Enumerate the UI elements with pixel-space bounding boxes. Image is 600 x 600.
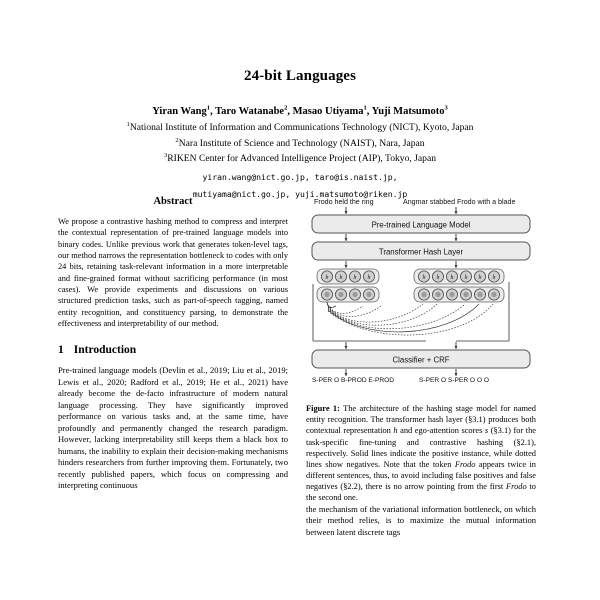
figure-output-tags-left: S-PER O B-PROD E-PROD	[312, 377, 395, 384]
affiliation-0	[0, 121, 600, 135]
figure-1-diagram	[306, 196, 536, 396]
figure-box-thl-label: Transformer Hash Layer	[378, 247, 464, 257]
svg-text:h: h	[478, 275, 482, 281]
right-column-continuation: the mechanism of the variational information bottleneck, on which their method relies, is to maximize the mutual information between latent discrete tags	[306, 503, 536, 537]
svg-text:h: h	[367, 275, 371, 281]
svg-text:h: h	[325, 275, 329, 281]
abstract-heading: Abstract	[153, 196, 193, 207]
affiliation-1	[0, 137, 600, 151]
svg-text:h: h	[450, 275, 454, 281]
svg-text:h: h	[353, 275, 357, 281]
introduction-paragraph-1: Pre-trained language models (Devlin et al., 2019; Liu et al., 2019; Lewis et al., 2020; Radford et al., 2019; He et al., 2021) have already become the de-facto infrastructure of modern natural language processing. They have significantly improved performance on various tasks and, at the same time, have profoundly and permanently changed the research paradigm. However, lacking interpretability still keeps them a black box to humans, the inability to explain their decision-making mechanisms hinders researchers from further improving them. Fortunately, two recently published papers, which focus on compressing and interpreting continuous	[58, 365, 288, 491]
figure-1	[306, 196, 536, 396]
author-3-sup: 3	[444, 104, 448, 112]
author-list: Yiran Wang$^1$, Taro Watanabe$^2$, Masao Utiyama$^1$, Yuji Matsumoto$^3$	[152, 104, 448, 117]
author-1-sup: 2	[284, 104, 288, 112]
figure-box-plm-label: Pre-trained Language Model	[371, 220, 471, 230]
email-line-1: mutiyama@nict.go.jp, yuji.matsumoto@riken.jp	[192, 189, 408, 200]
svg-text:h: h	[339, 275, 343, 281]
affiliation-1-text: Nara Institute of Science and Technology (NAIST), Nara, Japan	[178, 137, 425, 149]
affiliation-2-text: RIKEN Center for Advanced Intelligence Project (AIP), Tokyo, Japan	[167, 153, 437, 165]
svg-text:h: h	[464, 275, 468, 281]
section-heading-introduction	[58, 344, 288, 356]
svg-text:h: h	[422, 275, 426, 281]
figure-1-caption	[306, 403, 536, 504]
author-0-sup: 1	[206, 104, 211, 112]
author-3: Yuji Matsumoto	[371, 106, 445, 117]
email-line-0: yiran.wang@nict.go.jp, taro@is.naist.jp,	[202, 172, 398, 182]
figure-input-sentence-right: Angmar stabbed Frodo with a blade	[403, 198, 516, 206]
figure-caption-text: The architecture of the hashing stage model for named entity recognition. The transformer hash layer (§3.1) produces both contextual representation h and ego-attention scores s (§3.1) for the task-specific fine-tuning and contrastive hashing (§2.1), respectively. Solid lines indicate the positive instance, while dotted lines show negatives. Note that the token Frodo appears twice in different sentences, thus, to avoid including false positives and false negatives (§2.2), there is no arrow pointing from the first Frodo to the second one.	[306, 404, 536, 503]
body-columns	[0, 196, 600, 600]
section-number: 1	[58, 344, 64, 357]
affiliation-0-text: National Institute of Information and Communications Technology (NICT), Kyoto, Japan	[129, 122, 474, 134]
affiliation-1-sup: 2	[175, 136, 179, 144]
svg-text:h: h	[492, 275, 496, 281]
figure-contrastive-arrows	[327, 302, 493, 335]
abstract-section	[58, 196, 288, 329]
right-column	[306, 196, 536, 600]
abstract-text: We propose a contrastive hashing method to compress and interpret the contextual representation of pre-trained language models into binary codes. Unlike previous work that generates token-level tags, our method narrows the representation bottleneck to codes with only 24 bits, retaining task-relevant information in a more interpretable and fine-grained format without sacrificing performance (in most cases). We provide experiments and discussions on various structured prediction tasks, such as part-of-speech tagging, named entity recognition, and constituency parsing, to demonstrate the effectiveness and interpretability of our method.	[58, 217, 288, 329]
figure-input-sentence-left: Frodo held the ring	[314, 198, 374, 206]
left-column	[58, 196, 288, 600]
figure-box-classifier-label: Classifier + CRF	[392, 355, 450, 365]
author-1: Taro Watanabe	[215, 106, 285, 117]
affiliation-2	[0, 152, 600, 166]
figure-caption-label: Figure 1:	[306, 404, 340, 413]
svg-text:h: h	[436, 275, 440, 281]
figure-output-tags-right: S-PER O S-PER O O O	[419, 377, 489, 384]
page-title: 24-bit Languages	[243, 68, 357, 84]
affiliation-2-sup: 3	[163, 152, 168, 160]
author-2-sup: 1	[363, 104, 367, 112]
affiliation-0-sup: 1	[126, 120, 130, 128]
section-title: Introduction	[73, 344, 137, 357]
author-0: Yiran Wang	[152, 106, 207, 117]
author-2: Masao Utiyama	[292, 106, 364, 117]
